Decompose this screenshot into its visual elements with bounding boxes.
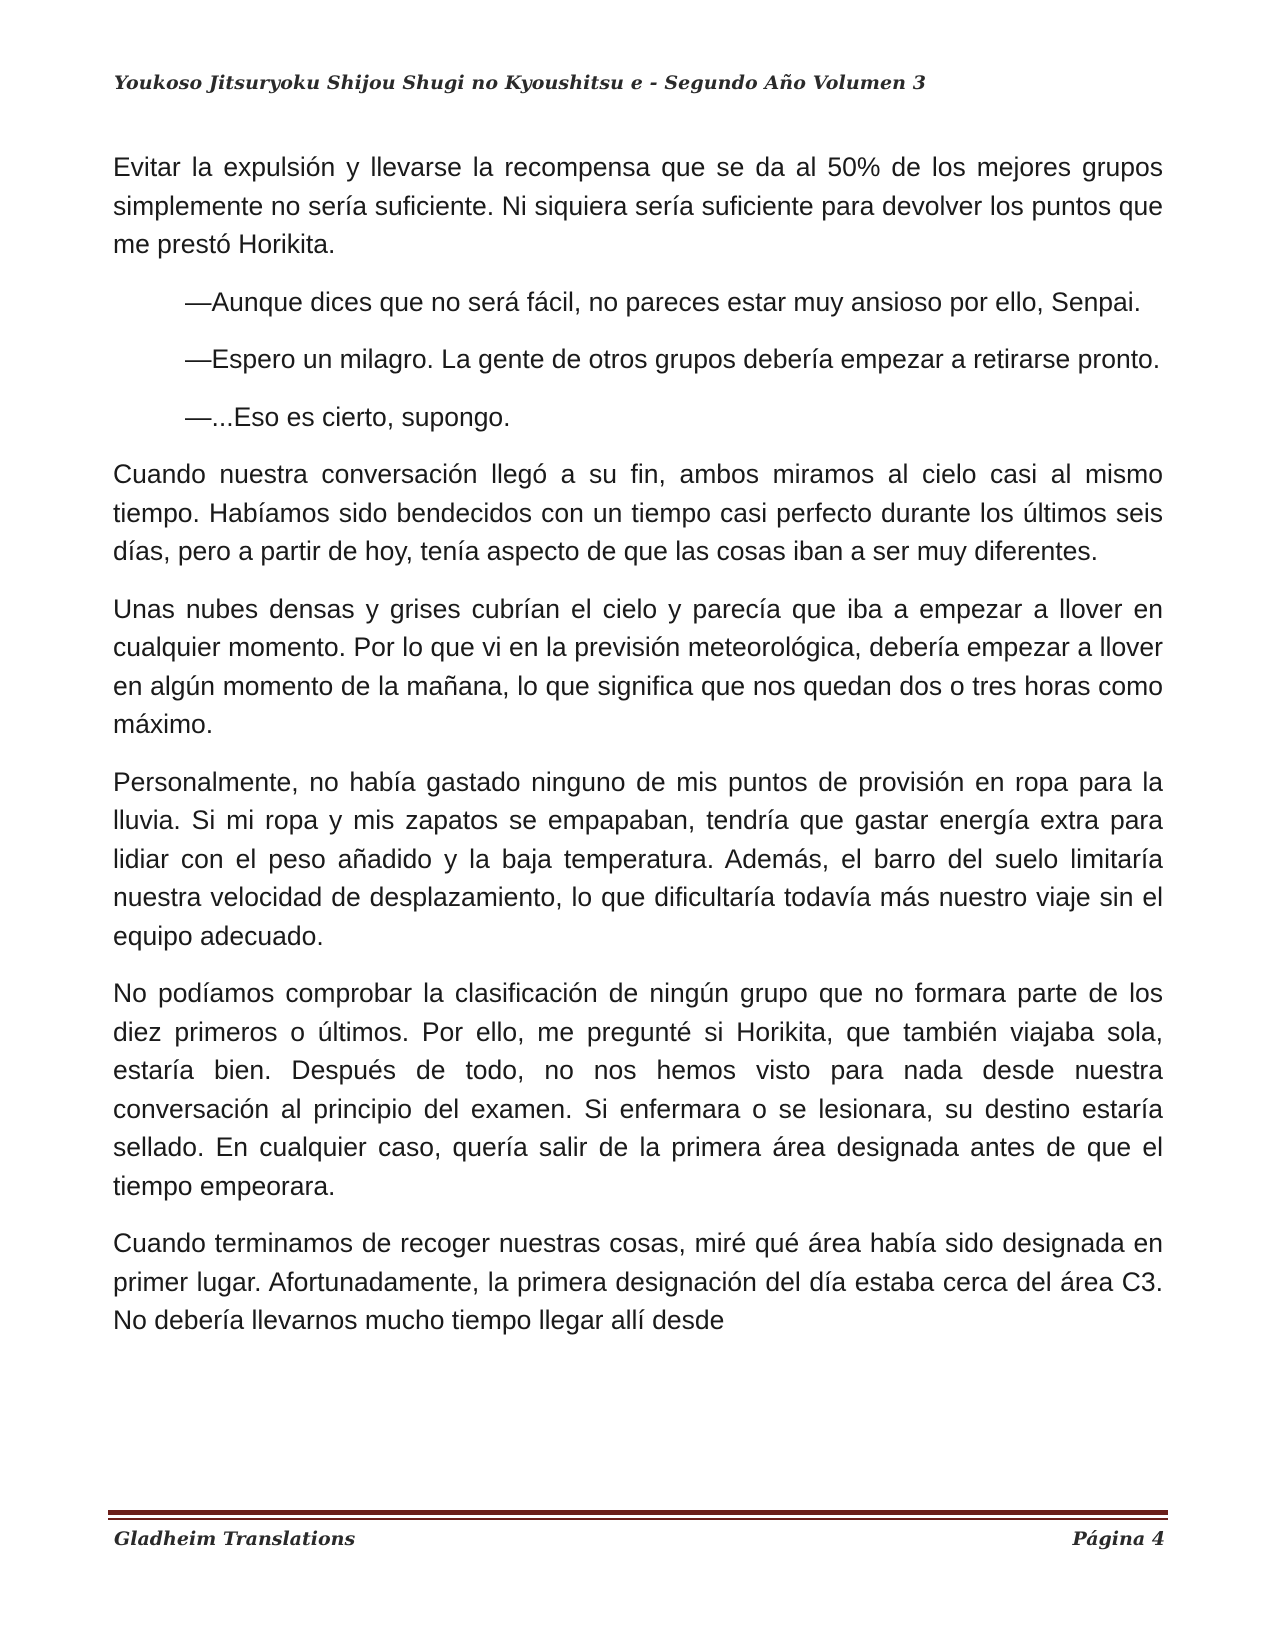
footer-translator-credit: Gladheim Translations: [114, 1528, 356, 1550]
dialogue-line: —...Eso es cierto, supongo.: [185, 401, 511, 432]
paragraph: Unas nubes densas y grises cubrían el cielo y parecía que iba a empezar a llover en cualquier momento. Por lo que vi en la previsión meteorológica, debería empezar a llover en algún momento de la mañana, lo que significa que nos quedan dos o tres horas como máximo.: [113, 593, 1163, 739]
dialogue-line: —Espero un milagro. La gente de otros grupos debería empezar a retirarse pronto.: [185, 344, 1161, 374]
paragraph: Evitar la expulsión y llevarse la recompensa que se da al 50% de los mejores grupos simplemente no sería suficiente. Ni siquiera sería suficiente para devolver los puntos que me prestó Horikita.: [113, 152, 1163, 259]
page-header-title: Youkoso Jitsuryoku Shijou Shugi no Kyoushitsu e - Segundo Año Volumen 3: [114, 72, 927, 94]
paragraph: Cuando terminamos de recoger nuestras cosas, miré qué área había sido designada en primer lugar. Afortunadamente, la primera designación del día estaba cerca del área C3. No debería llevarnos mucho tiempo llegar allí desde: [113, 1228, 1163, 1335]
dialogue-line: —Aunque dices que no será fácil, no pareces estar muy ansioso por ello, Senpai.: [185, 286, 1142, 317]
paragraph: Cuando nuestra conversación llegó a su fin, ambos miramos al cielo casi al mismo tiempo. Habíamos sido bendecidos con un tiempo casi perfecto durante los últimos seis días, pero a partir de hoy, tenía aspecto de que las cosas iban a ser muy diferentes.: [113, 459, 1163, 566]
footer-divider-thin: [108, 1518, 1168, 1520]
document-body: [113, 148, 1163, 1340]
paragraph: Personalmente, no había gastado ninguno de mis puntos de provisión en ropa para la lluvia. Si mi ropa y mis zapatos se empapaban, tendría que gastar energía extra para lidiar con el peso añadido y la baja temperatura. Además, el barro del suelo limitaría nuestra velocidad de desplazamiento, lo que dificultaría todavía más nuestro viaje sin el equipo adecuado.: [113, 766, 1163, 951]
footer-divider-thick: [108, 1510, 1168, 1515]
footer-page-number: Página 4: [1072, 1528, 1165, 1550]
paragraph: No podíamos comprobar la clasificación de ningún grupo que no formara parte de los diez primeros o últimos. Por ello, me pregunté si Horikita, que también viajaba sola, estaría bien. Después de todo, no nos hemos visto para nada desde nuestra conversación al principio del examen. Si enfermara o se lesionara, su destino estaría sellado. En cualquier caso, quería salir de la primera área designada antes de que el tiempo empeorara.: [113, 978, 1163, 1201]
